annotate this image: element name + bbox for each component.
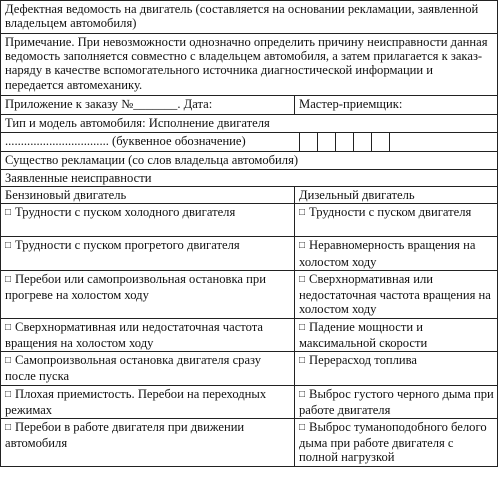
diesel-fault-item: □ Выброс густого черного дыма при работе двигателя [295,385,498,418]
petrol-column-header: Бензиновый двигатель [1,187,295,204]
vehicle-model-field: Тип и модель автомобиля: Исполнение двигателя [1,115,498,133]
attachment-field: Приложение к заказу №_______. Дата: [1,96,295,115]
petrol-fault-item: □ Перебои или самопроизвольная остановка при прогреве на холостом ходу [1,270,295,318]
engine-code-boxes [299,133,497,151]
complaint-field: Существо рекламации (со слов владельца автомобиля) [1,152,498,170]
engine-code-label: ................................. (буквенное обозначение) [5,134,246,148]
diesel-fault-item: □ Неравномерность вращения на холостом ходу [295,237,498,270]
code-box [389,133,407,151]
master-field: Мастер-приемщик: [295,96,498,115]
petrol-fault-item: □ Плохая приемистость. Перебои на переходных режимах [1,385,295,418]
petrol-fault-item: □ Сверхнормативная или недостаточная частота вращения на холостом ходу [1,318,295,351]
petrol-fault-item: □ Трудности с пуском холодного двигателя [1,204,295,237]
diesel-fault-item: □ Сверхнормативная или недостаточная частота вращения на холостом ходу [295,270,498,318]
declared-faults-heading: Заявленные неисправности [1,170,498,187]
code-box [299,133,317,151]
sheet-note: Примечание. При невозможности однозначно определить причину неисправности данная ведомость заполняется совместно с владельцем автомобиля, а затем прилагается к заказ-наряду в качестве вспомогательного источника диагностической информации и передается автомеханику. [1,34,498,96]
sheet-title: Дефектная ведомость на двигатель (составляется на основании рекламации, заявленной владельцем автомобиля) [1,1,498,34]
diesel-fault-item: □ Выброс туманоподобного белого дыма при работе двигателя с полной нагрузкой [295,419,498,467]
code-box [317,133,335,151]
petrol-fault-item: □ Перебои в работе двигателя при движении автомобиля [1,419,295,467]
diesel-fault-item: □ Падение мощности и максимальной скорости [295,318,498,351]
petrol-fault-item: □ Самопроизвольная остановка двигателя сразу после пуска [1,352,295,385]
diesel-fault-item: □ Трудности с пуском двигателя [295,204,498,237]
code-box [353,133,371,151]
diesel-column-header: Дизельный двигатель [295,187,498,204]
code-box [371,133,389,151]
engine-code-row [1,133,498,152]
code-box [335,133,353,151]
diesel-fault-item: □ Перерасход топлива [295,352,498,385]
petrol-fault-item: □ Трудности с пуском прогретого двигателя [1,237,295,270]
